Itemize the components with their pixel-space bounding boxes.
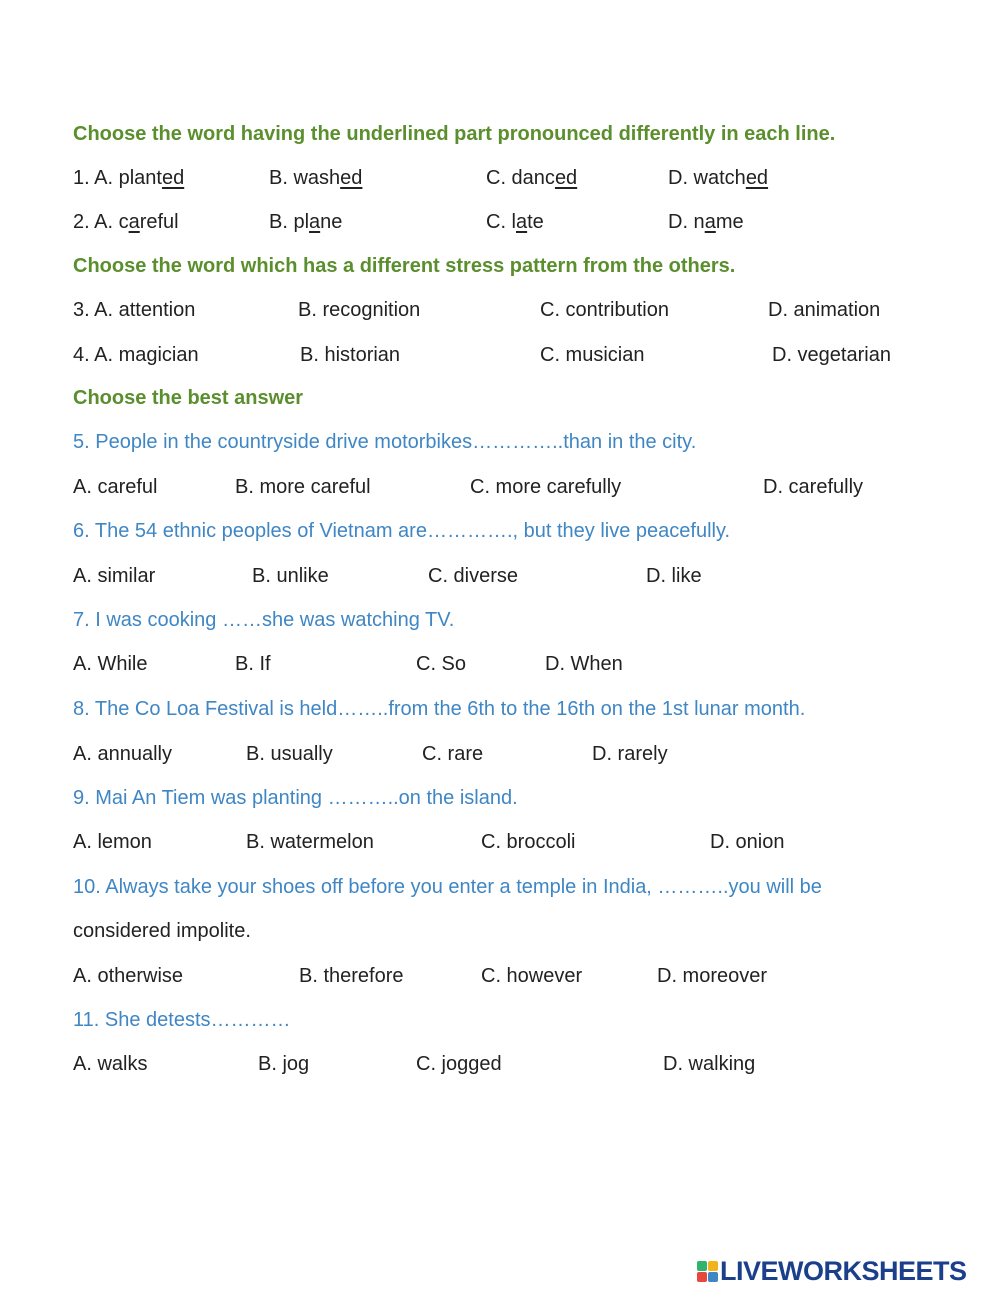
q3-option-c[interactable]: C. contribution	[540, 299, 669, 321]
q5-option-c[interactable]: C. more carefully	[470, 476, 622, 498]
q11-option-c[interactable]: C. jogged	[416, 1053, 502, 1075]
q3-option-b[interactable]: B. recognition	[298, 299, 421, 321]
q4-option-d[interactable]: D. vegetarian	[772, 344, 891, 366]
question-3-options	[73, 298, 933, 322]
q5-option-b[interactable]: B. more careful	[235, 476, 371, 498]
section-heading-best-answer: Choose the best answer	[73, 387, 304, 409]
q2-option-c[interactable]: C. late	[486, 211, 544, 233]
q6-option-b[interactable]: B. unlike	[252, 565, 329, 587]
q8-option-d[interactable]: D. rarely	[592, 743, 668, 765]
q7-option-c[interactable]: C. So	[416, 653, 467, 675]
q6-option-c[interactable]: C. diverse	[428, 565, 519, 587]
q2-option-b[interactable]: B. plane	[269, 211, 343, 233]
q8-option-c[interactable]: C. rare	[422, 743, 484, 765]
q8-option-b[interactable]: B. usually	[246, 743, 333, 765]
q10-option-c[interactable]: C. however	[481, 965, 583, 987]
section-heading-stress: Choose the word which has a different stress pattern from the others.	[73, 255, 736, 277]
q1-option-d[interactable]: D. watched	[668, 167, 769, 189]
logo-square-blue	[708, 1272, 718, 1282]
q10-option-d[interactable]: D. moreover	[657, 965, 768, 987]
q9-option-b[interactable]: B. watermelon	[246, 831, 374, 853]
question-10-options	[73, 964, 933, 988]
liveworksheets-logo-icon	[697, 1261, 718, 1282]
q6-option-d[interactable]: D. like	[646, 565, 702, 587]
q11-option-d[interactable]: D. walking	[663, 1053, 756, 1075]
q7-option-d[interactable]: D. When	[545, 653, 623, 675]
q4-option-a[interactable]: 4. A. magician	[73, 344, 199, 366]
q9-option-d[interactable]: D. onion	[710, 831, 785, 853]
question-8-options	[73, 742, 933, 766]
q5-option-d[interactable]: D. carefully	[763, 476, 864, 498]
question-4-options	[73, 343, 933, 367]
question-1-options	[73, 166, 933, 190]
q7-option-b[interactable]: B. If	[235, 653, 271, 675]
question-11-text: 11. She detests…………	[73, 1009, 291, 1031]
question-2-options	[73, 210, 933, 234]
q10-option-b[interactable]: B. therefore	[299, 965, 404, 987]
question-6-text: 6. The 54 ethnic peoples of Vietnam are…………., but they live peacefully.	[73, 520, 731, 542]
question-6-options	[73, 564, 933, 588]
q3-option-a[interactable]: 3. A. attention	[73, 299, 196, 321]
logo-square-green	[697, 1261, 707, 1271]
question-11-options	[73, 1052, 933, 1076]
q10-option-a[interactable]: A. otherwise	[73, 965, 184, 987]
question-10-text: 10. Always take your shoes off before you enter a temple in India, ………..you will be	[73, 876, 822, 898]
q6-option-a[interactable]: A. similar	[73, 565, 156, 587]
q2-option-d[interactable]: D. name	[668, 211, 744, 233]
question-7-text: 7. I was cooking ……she was watching TV.	[73, 609, 455, 631]
question-10-text-continued: considered impolite.	[73, 920, 251, 942]
q2-option-a[interactable]: 2. A. careful	[73, 211, 179, 233]
q8-option-a[interactable]: A. annually	[73, 743, 172, 765]
logo-square-red	[697, 1272, 707, 1282]
q7-option-a[interactable]: A. While	[73, 653, 148, 675]
logo-square-yellow	[708, 1261, 718, 1271]
q1-option-a[interactable]: 1. A. planted	[73, 167, 185, 189]
liveworksheets-logo[interactable]	[697, 1256, 967, 1286]
q5-option-a[interactable]: A. careful	[73, 476, 158, 498]
q3-option-d[interactable]: D. animation	[768, 299, 881, 321]
logo-text: LIVEWORKSHEETS	[720, 1255, 967, 1286]
question-9-text: 9. Mai An Tiem was planting ………..on the island.	[73, 787, 518, 809]
q1-option-c[interactable]: C. danced	[486, 167, 578, 189]
question-7-options	[73, 652, 933, 676]
question-5-options	[73, 475, 933, 499]
q4-option-c[interactable]: C. musician	[540, 344, 645, 366]
q9-option-a[interactable]: A. lemon	[73, 831, 152, 853]
section-heading-pronunciation: Choose the word having the underlined part pronounced differently in each line.	[73, 123, 836, 145]
q4-option-b[interactable]: B. historian	[300, 344, 401, 366]
q9-option-c[interactable]: C. broccoli	[481, 831, 576, 853]
question-8-text: 8. The Co Loa Festival is held……..from the 6th to the 16th on the 1st lunar month.	[73, 698, 806, 720]
question-5-text: 5. People in the countryside drive motorbikes…………..than in the city.	[73, 431, 697, 453]
question-9-options	[73, 830, 933, 854]
q11-option-b[interactable]: B. jog	[258, 1053, 310, 1075]
q1-option-b[interactable]: B. washed	[269, 167, 363, 189]
q11-option-a[interactable]: A. walks	[73, 1053, 148, 1075]
